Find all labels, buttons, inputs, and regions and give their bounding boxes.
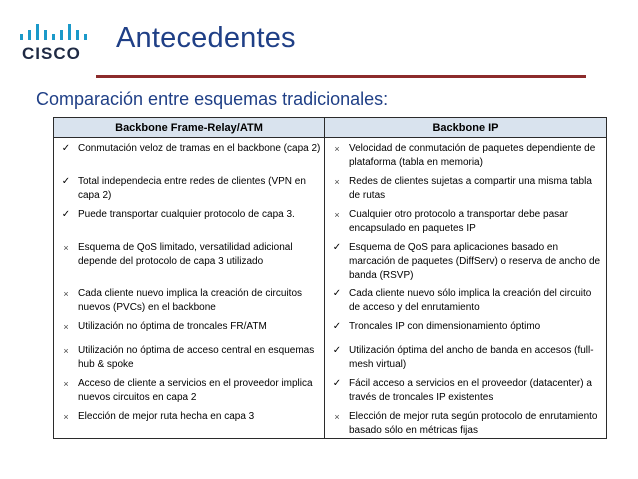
cell-text: Utilización óptima del ancho de banda en accesos (full-mesh virtual) — [349, 344, 594, 370]
logo-bar — [60, 30, 63, 40]
check-icon: ✓ — [61, 208, 71, 220]
cross-icon: × — [334, 209, 340, 220]
cell-text: Utilización no óptima de acceso central en esquemas hub & spoke — [78, 344, 315, 370]
logo-bar — [76, 30, 79, 40]
table-row — [54, 204, 607, 237]
table-cell-right — [325, 373, 607, 406]
table-cell-right — [325, 340, 607, 373]
table-row — [54, 340, 607, 373]
table-cell-right — [325, 237, 607, 283]
table-cell-right — [325, 171, 607, 204]
cross-icon: × — [63, 242, 69, 253]
cell-text: Total independecia entre redes de clientes (VPN en capa 2) — [78, 175, 306, 201]
table-cell-left — [54, 373, 325, 406]
cell-text: Troncales IP con dimensionamiento óptimo — [349, 320, 541, 332]
table-row — [54, 406, 607, 439]
cell-text: Elección de mejor ruta según protocolo de enrutamiento basado sólo en métricas fijas — [349, 410, 598, 436]
table-cell-left — [54, 204, 325, 237]
table-row — [54, 316, 607, 340]
cross-icon: × — [334, 411, 340, 422]
cross-icon: × — [63, 345, 69, 356]
header-frame-relay-atm: Backbone Frame-Relay/ATM — [54, 118, 325, 138]
header-ip: Backbone IP — [325, 118, 607, 138]
logo-bar — [36, 24, 39, 40]
table-cell-right — [325, 283, 607, 316]
cisco-logo-bars-icon — [14, 20, 96, 40]
cell-text: Fácil acceso a servicios en el proveedor (datacenter) a través de troncales IP existentes — [349, 377, 592, 403]
cross-icon: × — [334, 144, 340, 154]
cell-text: Velocidad de conmutación de paquetes dependiente de plataforma (tabla en memoria) — [349, 143, 596, 168]
table-cell-left — [54, 171, 325, 204]
check-icon: ✓ — [332, 344, 342, 356]
table-cell-left — [54, 340, 325, 373]
table-cell-left — [54, 283, 325, 316]
table-cell-right — [325, 406, 607, 439]
table-cell-right — [325, 204, 607, 237]
cell-text: Esquema de QoS para aplicaciones basado en marcación de paquetes (DiffServ) o reserva de ancho de banda (RSVP) — [349, 241, 601, 281]
logo-bar — [52, 34, 55, 40]
slide-title: Antecedentes — [116, 22, 296, 54]
logo-bar — [84, 34, 87, 40]
cross-icon: × — [63, 288, 69, 299]
table-cell-left — [54, 138, 325, 171]
comparison-table — [53, 117, 607, 439]
table-cell-right — [325, 316, 607, 340]
cell-text: Cada cliente nuevo implica la creación de circuitos nuevos (PVCs) en el backbone — [78, 287, 303, 313]
slide-subtitle: Comparación entre esquemas tradicionales: — [36, 89, 389, 109]
table-row — [54, 237, 607, 283]
check-icon: ✓ — [332, 320, 342, 332]
title-divider — [96, 75, 586, 78]
logo-bar — [28, 30, 31, 40]
check-icon: ✓ — [61, 143, 71, 154]
cross-icon: × — [334, 176, 340, 187]
cell-text: Elección de mejor ruta hecha en capa 3 — [78, 410, 255, 422]
table-cell-left — [54, 406, 325, 439]
table-row — [54, 138, 607, 171]
table-row — [54, 283, 607, 316]
logo-bar — [44, 30, 47, 40]
cell-text: Redes de clientes sujetas a compartir una misma tabla de rutas — [349, 175, 592, 201]
cross-icon: × — [63, 411, 69, 422]
cell-text: Puede transportar cualquier protocolo de capa 3. — [78, 208, 295, 220]
table-row — [54, 171, 607, 204]
cisco-logo-text: CISCO — [22, 44, 81, 63]
check-icon: ✓ — [332, 241, 342, 253]
check-icon: ✓ — [332, 287, 342, 299]
cisco-logo — [14, 20, 96, 64]
cross-icon: × — [63, 378, 69, 389]
table-cell-left — [54, 316, 325, 340]
logo-bar — [20, 34, 23, 40]
cell-text: Acceso de cliente a servicios en el proveedor implica nuevos circuitos en capa 2 — [78, 377, 313, 403]
cell-text: Utilización no óptima de troncales FR/ATM — [78, 320, 267, 332]
cell-text: Cualquier otro protocolo a transportar debe pasar encapsulado en paquetes IP — [349, 208, 569, 234]
table-cell-left — [54, 237, 325, 283]
cell-text: Conmutación veloz de tramas en el backbone (capa 2) — [78, 143, 321, 154]
cell-text: Esquema de QoS limitado, versatilidad adicional depende del protocolo de capa 3 utilizado — [78, 241, 293, 267]
check-icon: ✓ — [332, 377, 342, 389]
logo-bar — [68, 24, 71, 40]
table-row — [54, 373, 607, 406]
cell-text: Cada cliente nuevo sólo implica la creación del circuito de acceso y del enrutamiento — [349, 287, 592, 313]
check-icon: ✓ — [61, 175, 71, 187]
table-cell-right — [325, 138, 607, 171]
cross-icon: × — [63, 321, 69, 332]
